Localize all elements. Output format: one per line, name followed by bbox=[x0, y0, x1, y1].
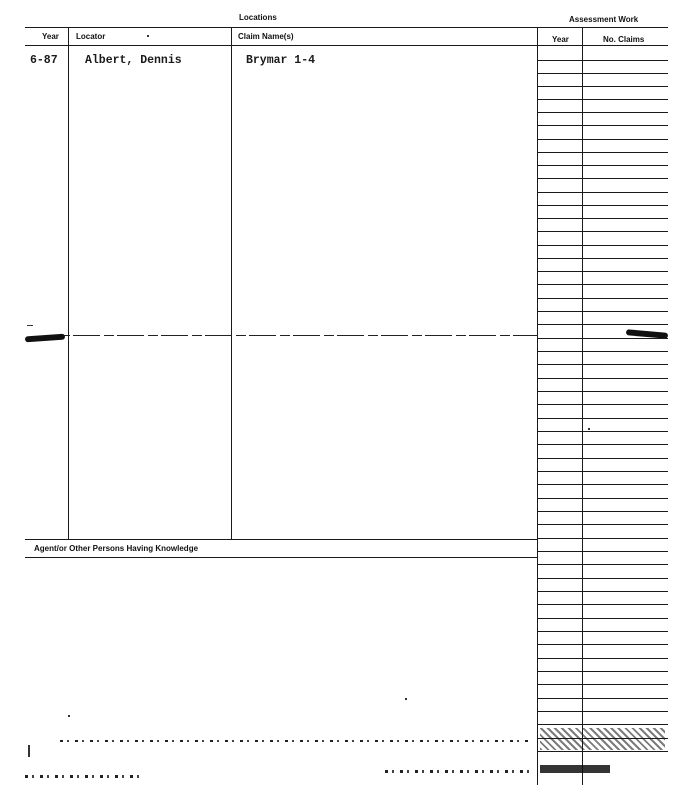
scan-noise bbox=[60, 740, 530, 742]
assessment-rule-row bbox=[537, 658, 668, 659]
entry-locator: Albert, Dennis bbox=[85, 54, 182, 67]
assessment-rule-row bbox=[537, 711, 668, 712]
assessment-rule-row bbox=[537, 418, 668, 419]
stray-mark bbox=[147, 35, 149, 37]
entry-year: 6-87 bbox=[30, 54, 58, 67]
assessment-rule-row bbox=[537, 564, 668, 565]
assessment-rule-row bbox=[537, 205, 668, 206]
assessment-rule-row bbox=[537, 73, 668, 74]
assessment-rule-row bbox=[537, 139, 668, 140]
assessment-rule-row bbox=[537, 458, 668, 459]
assessment-rule-row bbox=[537, 591, 668, 592]
assessment-rule-row bbox=[537, 631, 668, 632]
assessment-rule-row bbox=[537, 524, 668, 525]
assessment-rule-row bbox=[537, 391, 668, 392]
scan-speck bbox=[405, 698, 407, 700]
assessment-rule-row bbox=[537, 698, 668, 699]
assessment-rule-row bbox=[537, 231, 668, 232]
locations-heading: Locations bbox=[239, 13, 277, 22]
assessment-rule-row bbox=[537, 364, 668, 365]
assessment-rule-row bbox=[537, 671, 668, 672]
assessment-work-heading: Assessment Work bbox=[569, 15, 639, 24]
scan-speck bbox=[28, 745, 30, 757]
assessment-rule-row bbox=[537, 338, 668, 339]
assessment-rule-row bbox=[537, 431, 668, 432]
assessment-rule-row bbox=[537, 578, 668, 579]
column-header-aw-year: Year bbox=[552, 35, 569, 44]
scan-noise bbox=[385, 770, 535, 773]
assessment-rule-row bbox=[537, 284, 668, 285]
column-header-aw-no-claims: No. Claims bbox=[603, 35, 645, 44]
assessment-rule-row bbox=[537, 551, 668, 552]
assessment-rule-row bbox=[537, 60, 668, 61]
assessment-rule-row bbox=[537, 471, 668, 472]
divider-locator-claims bbox=[231, 27, 232, 539]
scan-noise-block bbox=[540, 728, 665, 750]
assessment-rule-row bbox=[537, 618, 668, 619]
fold-line bbox=[60, 335, 538, 336]
left-tick-mark bbox=[27, 325, 33, 326]
assessment-rule-row bbox=[537, 178, 668, 179]
assessment-rule-row bbox=[537, 258, 668, 259]
scan-speck bbox=[588, 428, 590, 430]
assessment-rule-row bbox=[537, 404, 668, 405]
column-header-locator: Locator bbox=[76, 32, 106, 41]
header-top-rule bbox=[25, 27, 668, 28]
assessment-rule-row bbox=[537, 152, 668, 153]
assessment-rule-row bbox=[537, 484, 668, 485]
scan-noise-block bbox=[540, 765, 610, 773]
column-header-claim-names: Claim Name(s) bbox=[238, 32, 294, 41]
divider-year-locator bbox=[68, 27, 69, 539]
assessment-rule-row bbox=[537, 99, 668, 100]
header-bottom-rule bbox=[25, 45, 668, 46]
assessment-rule-row bbox=[537, 298, 668, 299]
assessment-rule-row bbox=[537, 245, 668, 246]
assessment-rule-row bbox=[537, 311, 668, 312]
assessment-rule-row bbox=[537, 218, 668, 219]
assessment-rule-row bbox=[537, 351, 668, 352]
left-binding-mark bbox=[25, 334, 65, 343]
assessment-rule-row bbox=[537, 125, 668, 126]
assessment-rule-row bbox=[537, 538, 668, 539]
locations-bottom-rule bbox=[25, 539, 537, 540]
scan-noise bbox=[25, 775, 145, 778]
assessment-rule-row bbox=[537, 684, 668, 685]
assessment-rule-row bbox=[537, 444, 668, 445]
assessment-rule-row bbox=[537, 324, 668, 325]
assessment-rule-row bbox=[537, 511, 668, 512]
assessment-rule-row bbox=[537, 378, 668, 379]
agent-section-rule bbox=[25, 557, 537, 558]
assessment-rule-row bbox=[537, 192, 668, 193]
assessment-rule-row bbox=[537, 604, 668, 605]
assessment-rule-row bbox=[537, 644, 668, 645]
entry-claim-name: Brymar 1-4 bbox=[246, 54, 316, 67]
assessment-rule-row bbox=[537, 165, 668, 166]
assessment-rule-row bbox=[537, 112, 668, 113]
assessment-rule-row bbox=[537, 724, 668, 725]
assessment-rule-row bbox=[537, 498, 668, 499]
scan-speck bbox=[68, 715, 70, 717]
agent-section-label: Agent/or Other Persons Having Knowledge bbox=[34, 544, 199, 553]
assessment-rule-row bbox=[537, 271, 668, 272]
assessment-rule-row bbox=[537, 86, 668, 87]
assessment-rule-row bbox=[537, 751, 668, 752]
column-header-year: Year bbox=[42, 32, 59, 41]
